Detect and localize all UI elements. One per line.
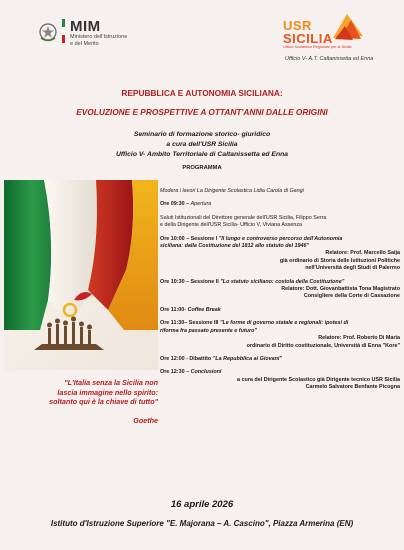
goethe-quote (8, 378, 158, 407)
trinacria-shape-icon (331, 12, 365, 42)
event-venue: Istituto d'Istruzione Superiore "E. Majorana – A. Cascino", Piazza Armerina (EN) (50, 519, 354, 528)
quote-line-1: "L'Italia senza la Sicilia non (64, 378, 158, 387)
session-2-title: "Lo statuto siciliano: costola della Costituzione" (220, 278, 345, 285)
program-list (160, 188, 400, 392)
usr-tiny-caption: Ufficio Scolastico Regionale per la Sicilia (283, 45, 352, 49)
session-3-head: Ore 11:30– Sessione III (160, 320, 219, 327)
debate-title: "La Repubblica ai Giovani" (212, 355, 282, 362)
moderator: Modera i lavori La Dirigente Scolastica Lidia Carola di Gangi (160, 188, 304, 194)
conclusions-label: Conclusioni (190, 369, 222, 376)
conclusions-time: Ore 12:30 – (160, 369, 190, 376)
republic-emblem-icon (38, 21, 58, 43)
usr-sicilia-logo (283, 12, 374, 62)
greetings-1: Saluti Istituzionali del Direttore generale dell'USR Sicilia, Filippo Serra (160, 214, 327, 221)
session-1-speaker-university: nell'Università degli Studi di Palermo (305, 265, 400, 272)
session-1-head: Ore 10:00 – Sessione I (160, 235, 218, 242)
mim-subtitle-1: Ministero dell'Istruzione (70, 34, 128, 40)
title-line-2: EVOLUZIONE E PROSPETTIVE A OTTANT'ANNI DALLE ORIGINI (76, 107, 328, 117)
session-2-head: Ore 10:30 – Sessione II (160, 278, 219, 285)
seminar-block (0, 130, 404, 160)
usr-word: USR (283, 18, 312, 33)
conclusions-line-2: Carmelo Salvatore Benfante Picogna (305, 384, 400, 391)
session-2-speaker: Relatore: Dott. Giovanbattista Tona Magistrato (281, 286, 400, 293)
session-3-speaker-role: ordinario di Diritto costituzionale, Università di Enna "Kore" (246, 342, 400, 349)
greetings-2: e della Dirigente dell'USR Sicilia- Ufficio V, Viviana Assenza (160, 222, 303, 229)
opening-time: Ore 09:30 – (160, 201, 190, 208)
opening-label: Apertura (190, 201, 212, 208)
quote-line-2: lascia immagine nello spirito: (57, 387, 158, 397)
seminar-line-2: a cura dell'USR Sicilia (166, 141, 238, 148)
seminar-line-3: Ufficio V- Ambito Territoriale di Caltanissetta ed Enna (115, 151, 289, 158)
mim-logo (38, 19, 127, 47)
conclusions-line-1: a cura del Dirigente Scolastico già Dirigente tecnico USR Sicilia (237, 376, 400, 383)
quote-author: Goethe (133, 416, 158, 425)
italian-flag-bar (62, 19, 65, 43)
event-date: 16 aprile 2026 (170, 499, 234, 510)
italian-flag-illustration (4, 180, 158, 370)
seminar-line-1: Seminario di formazione storico- giuridico (133, 131, 271, 138)
usr-office: Ufficio V- A.T. Caltanissetta ed Enna (285, 56, 374, 62)
break-label: Coffee Break (187, 306, 221, 313)
session-2-speaker-role: Consigliere della Corte di Cassazione (303, 293, 400, 300)
debate-time: Ore 12:00 - Dibattito (160, 355, 212, 362)
mim-title: MIM (70, 18, 101, 35)
session-1-speaker: Relatore: Prof. Marcello Saija (325, 250, 400, 257)
session-1-title-2: siciliana: dalla Costituzione del 1812 allo statuto del 1946" (160, 243, 310, 250)
title-line-1: REPUBBLICA E AUTONOMIA SICILIANA: (121, 88, 283, 98)
session-3-title-2: riforma fra passato presente e futuro" (160, 327, 257, 334)
program-heading: PROGRAMMA (182, 165, 222, 171)
quote-line-3: soltanto qui è la chiave di tutto" (49, 397, 158, 406)
mim-subtitle-2: e del Merito (70, 40, 99, 47)
session-3-title-1: "Le forme di governo statale e regionali: ipotesi di (219, 320, 349, 327)
session-3-speaker: Relatore: Prof. Roberto Di Maria (318, 335, 400, 342)
session-1-speaker-role: già ordinario di Storia delle Istituzioni Politiche (279, 257, 400, 264)
session-1-title-1: "Il lungo e controverso percorso dell'Autonomia (218, 235, 343, 242)
usr-region: SICILIA (283, 31, 333, 46)
break-time: Ore 11:00- (160, 306, 187, 313)
